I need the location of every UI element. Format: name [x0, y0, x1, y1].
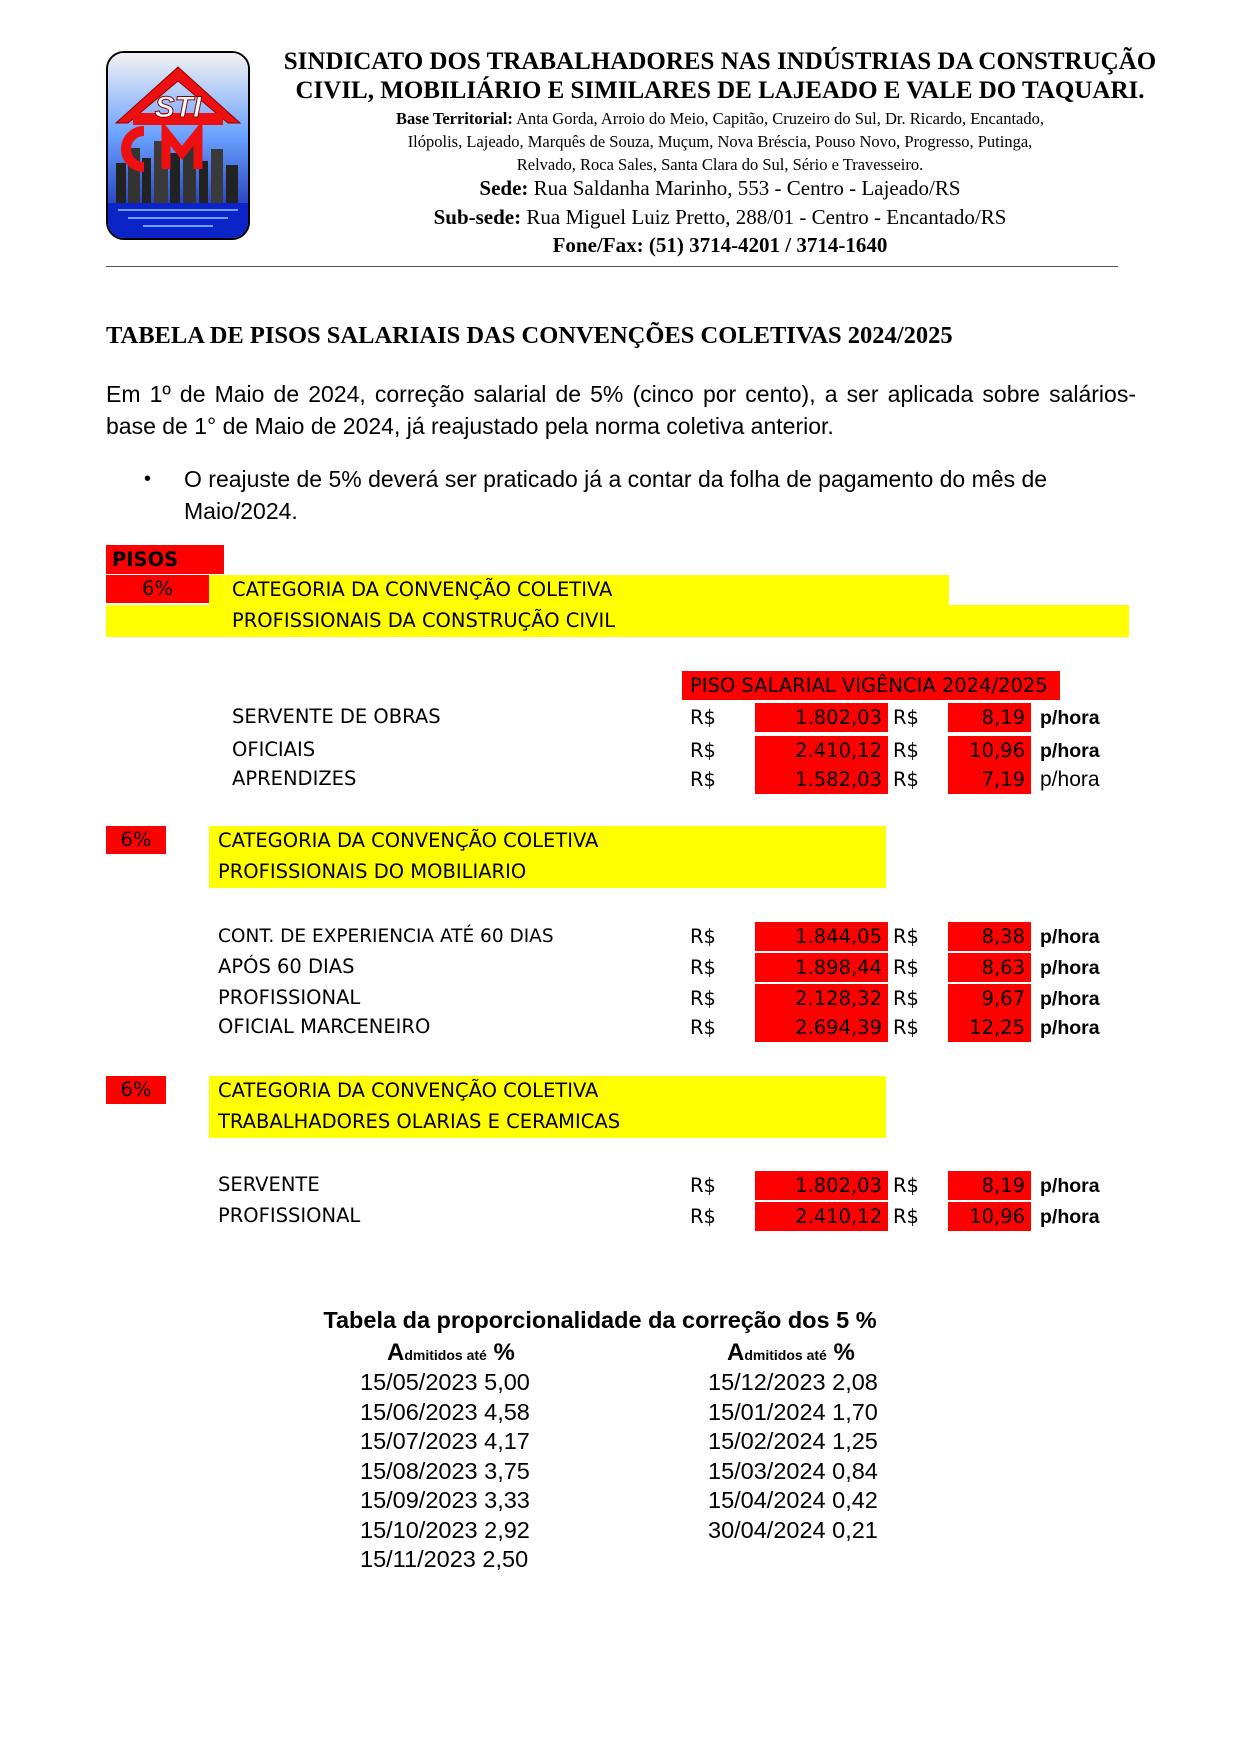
list-item: 15/12/2023 2,08 — [708, 1369, 878, 1395]
bullet-icon: • — [144, 468, 152, 490]
phone-fax: Fone/Fax: (51) 3714-4201 / 3714-1640 — [552, 233, 888, 257]
hour-unit: p/hora — [1040, 707, 1100, 729]
header-divider — [106, 266, 1118, 267]
table-row-label: APRENDIZES — [232, 767, 357, 790]
svg-text:STI: STI — [154, 91, 202, 124]
hourly-value: 9,67 — [948, 984, 1031, 1013]
list-item: 15/02/2024 1,25 — [708, 1428, 878, 1454]
subsede-label: Sub-sede: — [433, 205, 522, 229]
header-text: dmitidos até — [404, 1347, 487, 1363]
section1-pct: 6% — [106, 575, 209, 603]
proportional-right-header — [727, 1339, 855, 1367]
union-logo — [106, 51, 250, 240]
base-territorial-line2: Ilópolis, Lajeado, Marquês de Souza, Muçum, Nova Bréscia, Pouso Novo, Progresso, Putinga, — [407, 132, 1033, 151]
monthly-value: 1.802,03 — [755, 1171, 888, 1200]
currency-symbol: R$ — [893, 739, 919, 762]
currency-symbol: R$ — [690, 739, 716, 762]
hour-unit: p/hora — [1040, 1017, 1100, 1039]
currency-symbol: R$ — [893, 1205, 919, 1228]
list-item: 15/01/2024 1,70 — [708, 1398, 878, 1425]
currency-symbol: R$ — [893, 1174, 919, 1197]
hourly-value: 10,96 — [948, 736, 1031, 765]
page-title: TABELA DE PISOS SALARIAIS DAS CONVENÇÕES COLETIVAS 2024/2025 — [106, 322, 953, 349]
list-item: 30/04/2024 0,21 — [708, 1516, 878, 1543]
hourly-value: 8,38 — [948, 922, 1031, 951]
proportional-left-header — [387, 1339, 515, 1367]
base-territorial-label: Base Territorial: — [396, 109, 513, 128]
hour-unit: p/hora — [1040, 988, 1100, 1010]
hourly-value: 8,19 — [948, 703, 1031, 732]
currency-symbol: R$ — [690, 987, 716, 1010]
currency-symbol: R$ — [893, 768, 919, 791]
sede-label: Sede: — [479, 176, 529, 200]
hourly-value: 8,19 — [948, 1171, 1031, 1200]
section2-category-name: PROFISSIONAIS DO MOBILIARIO — [218, 860, 527, 883]
base-territorial-text1: Anta Gorda, Arroio do Meio, Capitão, Cruzeiro do Sul, Dr. Ricardo, Encantado, — [516, 109, 1044, 128]
subsede-address — [330, 203, 1110, 231]
currency-symbol: R$ — [893, 706, 919, 729]
list-item: 15/10/2023 2,92 — [360, 1516, 530, 1543]
table-row-label: OFICIAIS — [232, 738, 316, 761]
list-item: 15/06/2023 4,58 — [360, 1398, 530, 1425]
currency-symbol: R$ — [690, 1205, 716, 1228]
table-row-label: OFICIAL MARCENEIRO — [218, 1015, 431, 1038]
hourly-value: 12,25 — [948, 1013, 1031, 1042]
hourly-value: 7,19 — [948, 765, 1031, 794]
currency-symbol: R$ — [893, 956, 919, 979]
currency-symbol: R$ — [690, 956, 716, 979]
monthly-value: 2.410,12 — [755, 736, 888, 765]
monthly-value: 2.410,12 — [755, 1202, 888, 1231]
sti-logo-icon — [108, 53, 248, 238]
section3-category-name: TRABALHADORES OLARIAS E CERAMICAS — [218, 1110, 621, 1133]
list-item: 15/04/2024 0,42 — [708, 1487, 878, 1513]
sede-value: Rua Saldanha Marinho, 553 - Centro - Lajeado/RS — [533, 176, 961, 200]
table-row-label: SERVENTE DE OBRAS — [232, 705, 441, 728]
pisos-label: PISOS — [106, 545, 224, 574]
table-row-label: CONT. DE EXPERIENCIA ATÉ 60 DIAS — [218, 926, 554, 947]
hour-unit: p/hora — [1040, 1175, 1100, 1197]
hour-unit: p/hora — [1040, 740, 1100, 762]
section3-pct: 6% — [106, 1076, 166, 1104]
hour-unit: p/hora — [1040, 926, 1100, 948]
table-row-label: PROFISSIONAL — [218, 1204, 361, 1227]
sede-address — [330, 174, 1110, 202]
monthly-value: 1.582,03 — [755, 765, 888, 794]
bullet-text: O reajuste de 5% deverá ser praticado já a contar da folha de pagamento do mês de Maio/2024. — [184, 466, 1048, 524]
header-text: dmitidos até — [744, 1347, 827, 1363]
currency-symbol: R$ — [690, 1016, 716, 1039]
header-initial: A — [387, 1339, 405, 1366]
currency-symbol: R$ — [690, 1174, 716, 1197]
monthly-value: 1.802,03 — [755, 703, 888, 732]
section1-category-title: CATEGORIA DA CONVENÇÃO COLETIVA — [232, 578, 613, 601]
list-item: 15/09/2023 3,33 — [360, 1487, 530, 1513]
table-row-label: SERVENTE — [218, 1173, 320, 1196]
section2-category-title: CATEGORIA DA CONVENÇÃO COLETIVA — [218, 829, 599, 852]
section3-category-title: CATEGORIA DA CONVENÇÃO COLETIVA — [218, 1079, 599, 1102]
list-item: 15/05/2023 5,00 — [360, 1369, 530, 1395]
proportional-left-column — [360, 1368, 530, 1575]
section2-pct: 6% — [106, 826, 166, 854]
monthly-value: 2.694,39 — [755, 1013, 888, 1042]
hour-unit: p/hora — [1040, 768, 1100, 791]
currency-symbol: R$ — [893, 987, 919, 1010]
subsede-value: Rua Miguel Luiz Pretto, 288/01 - Centro - Encantado/RS — [526, 205, 1007, 229]
hourly-value: 10,96 — [948, 1202, 1031, 1231]
proportional-table-title: Tabela da proporcionalidade da correção dos 5 % — [323, 1307, 877, 1333]
monthly-value: 1.898,44 — [755, 953, 888, 982]
monthly-value: 1.844,05 — [755, 922, 888, 951]
table-row-label: APÓS 60 DIAS — [218, 955, 355, 978]
section1-category-name: PROFISSIONAIS DA CONSTRUÇÃO CIVIL — [232, 609, 616, 632]
list-item: 15/07/2023 4,17 — [360, 1428, 530, 1454]
currency-symbol: R$ — [690, 706, 716, 729]
list-item: 15/11/2023 2,50 — [360, 1546, 529, 1572]
header-pct: % — [493, 1339, 515, 1366]
monthly-value: 2.128,32 — [755, 984, 888, 1013]
list-item: 15/08/2023 3,75 — [360, 1457, 530, 1484]
list-item: 15/03/2024 0,84 — [708, 1457, 878, 1484]
hour-unit: p/hora — [1040, 957, 1100, 979]
header-initial: A — [727, 1339, 745, 1366]
proportional-right-column — [708, 1368, 878, 1545]
table-row-label: PROFISSIONAL — [218, 986, 361, 1009]
currency-symbol: R$ — [690, 768, 716, 791]
union-name-line1: SINDICATO DOS TRABALHADORES NAS INDÚSTRIAS DA CONSTRUÇÃO — [283, 48, 1157, 75]
vigencia-header: PISO SALARIAL VIGÊNCIA 2024/2025 — [682, 671, 1060, 700]
base-territorial-line3: Relvado, Roca Sales, Santa Clara do Sul, Sério e Travesseiro. — [516, 155, 924, 174]
header-pct: % — [833, 1339, 855, 1366]
currency-symbol: R$ — [690, 925, 716, 948]
currency-symbol: R$ — [893, 925, 919, 948]
union-name-line2: CIVIL, MOBILIÁRIO E SIMILARES DE LAJEADO E VALE DO TAQUARI. — [295, 77, 1145, 104]
hour-unit: p/hora — [1040, 1206, 1100, 1228]
hourly-value: 8,63 — [948, 953, 1031, 982]
base-territorial-line1 — [300, 107, 1140, 130]
intro-paragraph: Em 1º de Maio de 2024, correção salarial de 5% (cinco por cento), a ser aplicada sobre salários-base de 1° de Maio de 2024, já reajustado pela norma coletiva anterior. — [106, 381, 1136, 439]
currency-symbol: R$ — [893, 1016, 919, 1039]
